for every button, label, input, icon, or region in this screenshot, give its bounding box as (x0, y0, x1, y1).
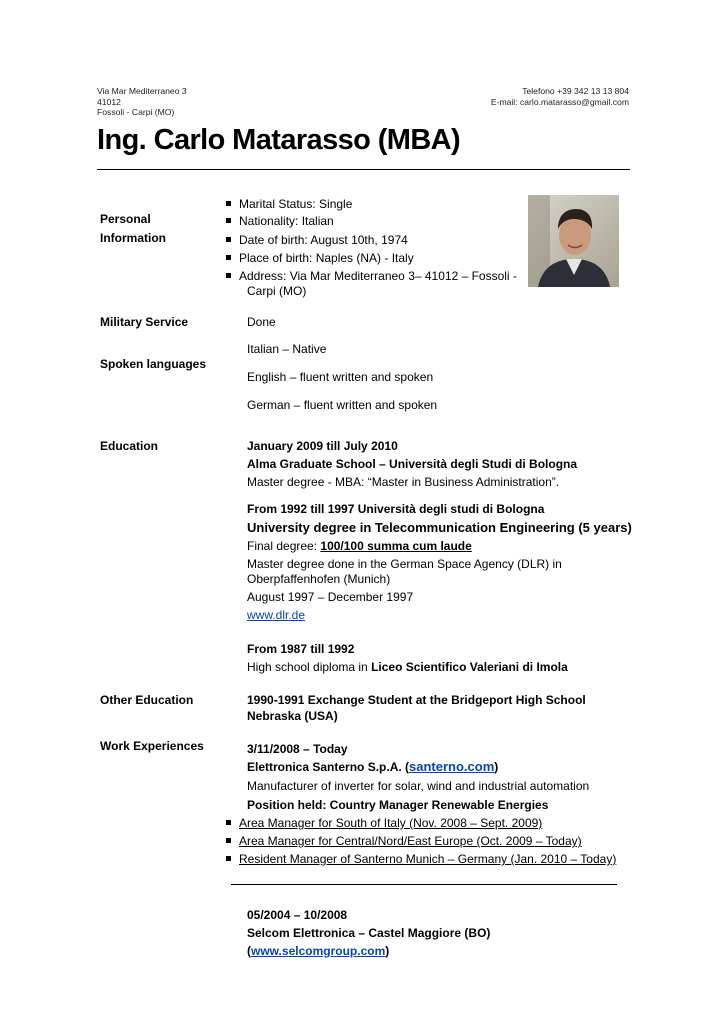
profile-photo (528, 195, 619, 287)
job2-period: 05/2004 – 10/2008 (247, 908, 348, 922)
job1-period: 3/11/2008 – Today (247, 742, 348, 756)
selcom-link[interactable]: www.selcomgroup.com (251, 944, 386, 958)
contact-address (97, 86, 187, 118)
highschool-name: Liceo Scientifico Valeriani di Imola (371, 660, 568, 674)
job1-description: Manufacturer of inverter for solar, wind and industrial automation (247, 779, 590, 793)
university-degree: University degree in Telecommunication Engineering (5 years) (247, 520, 632, 535)
mba-period: January 2009 till July 2010 (247, 439, 398, 453)
job-divider (231, 884, 617, 885)
language-item: Italian – Native (247, 342, 327, 356)
section-label-work: Work Experiences (100, 739, 204, 753)
address-line: Fossoli - Carpi (MO) (97, 107, 175, 117)
job2-website: (www.selcomgroup.com) (247, 944, 390, 958)
mba-degree: Master degree - MBA: “Master in Business Administration”. (247, 475, 560, 489)
list-item: Place of birth: Naples (NA) - Italy (226, 249, 414, 267)
section-label-other-education: Other Education (100, 693, 194, 707)
section-label-languages: Spoken languages (100, 357, 207, 371)
list-item: Marital Status: Single (226, 195, 352, 213)
list-item-continued: Carpi (MO) (247, 284, 307, 298)
section-label-education: Education (100, 439, 159, 453)
address-line: Via Mar Mediterraneo 3 (97, 86, 187, 96)
language-item: English – fluent written and spoken (247, 370, 434, 384)
master-dates: August 1997 – December 1997 (247, 590, 414, 604)
master-note-2: Oberpfaffenhofen (Munich) (247, 572, 391, 586)
list-item: Date of birth: August 10th, 1974 (226, 231, 408, 249)
bullet-icon (226, 838, 231, 843)
bullet-icon (226, 273, 231, 278)
section-label-military: Military Service (100, 315, 189, 329)
bullet-icon (226, 237, 231, 242)
contact-info (491, 86, 629, 107)
list-item: Address: Via Mar Mediterraneo 3– 41012 – Fossoli - (226, 267, 517, 285)
bullet-icon (226, 218, 231, 223)
final-degree: Final degree: 100/100 summa cum laude (247, 539, 472, 553)
master-note: Master degree done in the German Space Agency (DLR) in (247, 557, 562, 571)
highschool-period: From 1987 till 1992 (247, 642, 355, 656)
santerno-link[interactable]: santerno.com (409, 759, 495, 774)
bullet-icon (226, 201, 231, 206)
page-title: Ing. Carlo Matarasso (MBA) (97, 124, 461, 156)
job2-company: Selcom Elettronica – Castel Maggiore (BO) (247, 926, 491, 940)
highschool-diploma: High school diploma in Liceo Scientifico Valeriani di Imola (247, 660, 568, 674)
university-heading: From 1992 till 1997 Università degli studi di Bologna (247, 502, 545, 516)
section-label-personal-2: Information (100, 231, 166, 245)
bullet-icon (226, 255, 231, 260)
job1-company: Elettronica Santerno S.p.A. (santerno.com) (247, 759, 499, 774)
final-grade: 100/100 summa cum laude (320, 539, 472, 553)
phone-text: Telefono +39 342 13 13 804 (522, 86, 629, 96)
email-text: E-mail: carlo.matarasso@gmail.com (490, 96, 629, 107)
list-item: Area Manager for South of Italy (Nov. 2008 – Sept. 2009) (226, 814, 542, 832)
exchange-student: 1990-1991 Exchange Student at the Bridgeport High School (247, 693, 586, 707)
mba-school: Alma Graduate School – Università degli Studi di Bologna (247, 457, 578, 471)
list-item: Nationality: Italian (226, 212, 334, 230)
title-divider (97, 169, 630, 170)
list-item: Resident Manager of Santerno Munich – Germany (Jan. 2010 – Today) (226, 850, 616, 868)
language-item: German – fluent written and spoken (247, 398, 438, 412)
bullet-icon (226, 820, 231, 825)
exchange-location: Nebraska (USA) (247, 709, 338, 723)
bullet-icon (226, 856, 231, 861)
section-label-personal: Personal (100, 212, 151, 226)
address-line: 41012 (97, 96, 121, 107)
job1-position: Position held: Country Manager Renewable Energies (247, 798, 549, 812)
list-item: Area Manager for Central/Nord/East Europe (Oct. 2009 – Today) (226, 832, 582, 850)
dlr-link[interactable]: www.dlr.de (247, 608, 306, 622)
military-value: Done (247, 315, 276, 329)
